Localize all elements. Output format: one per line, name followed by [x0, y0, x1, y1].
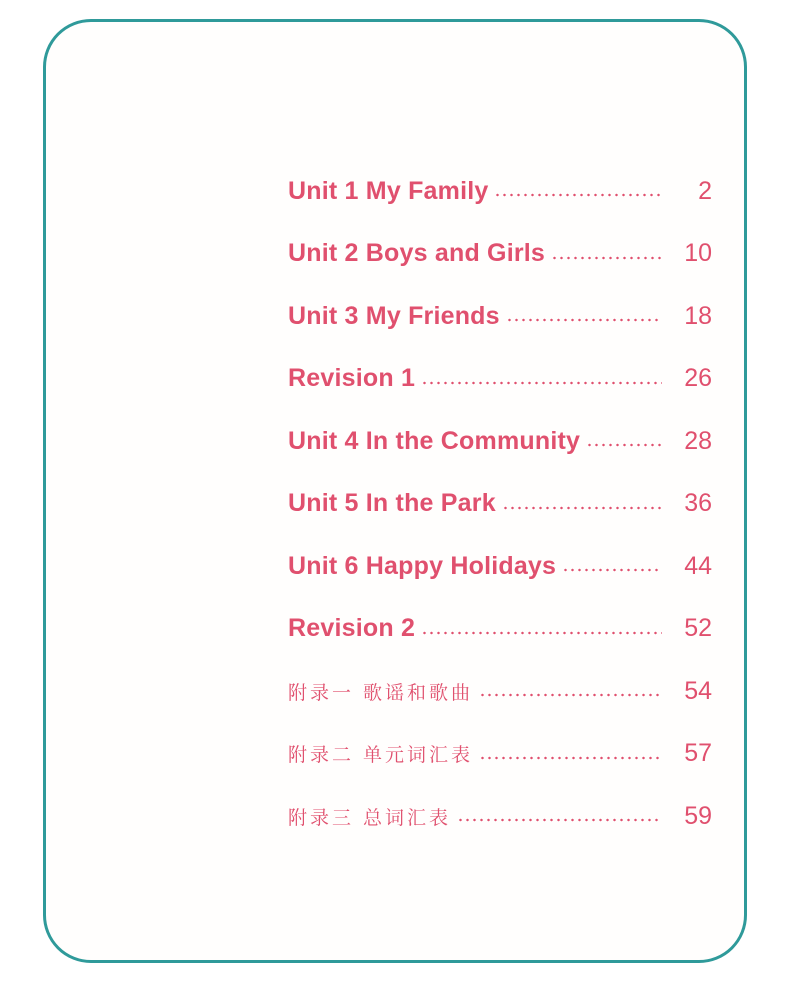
- toc-entry-unit-3[interactable]: [288, 285, 712, 348]
- toc-entry-title: Revision 1: [288, 364, 416, 393]
- toc-entry-title: Unit 6 Happy Holidays: [288, 551, 557, 580]
- toc-entry-page: 28: [684, 426, 712, 455]
- dot-leader: [479, 755, 662, 761]
- toc-entry-page: 18: [684, 301, 712, 330]
- toc-entry-appendix-3[interactable]: [288, 785, 712, 848]
- dot-leader: [479, 692, 662, 698]
- toc-entry-title: 附录二 单元词汇表: [288, 744, 474, 767]
- toc-entry-revision-2[interactable]: [288, 598, 712, 661]
- toc-entry-title: Unit 1 My Family: [288, 176, 489, 205]
- toc-entry-unit-5[interactable]: [288, 473, 712, 536]
- toc-entry-page: 10: [684, 239, 712, 268]
- toc-entry-unit-2[interactable]: [288, 223, 712, 286]
- dot-leader: [562, 567, 662, 573]
- dot-leader: [502, 505, 662, 511]
- toc-entry-title: 附录三 总词汇表: [288, 806, 452, 829]
- toc-entry-unit-4[interactable]: [288, 410, 712, 473]
- toc-entry-title: Unit 5 In the Park: [288, 489, 496, 518]
- toc-entry-title: 附录一 歌谣和歌曲: [288, 681, 474, 704]
- toc-entry-page: 52: [684, 614, 712, 643]
- toc-entry-page: 44: [684, 551, 712, 580]
- toc-entry-page: 26: [684, 364, 712, 393]
- toc-entry-title: Unit 3 My Friends: [288, 301, 500, 330]
- dot-leader: [494, 192, 662, 198]
- toc-entry-unit-1[interactable]: [288, 160, 712, 223]
- dot-leader: [457, 817, 662, 823]
- toc-entry-appendix-2[interactable]: [288, 723, 712, 786]
- toc-entry-unit-6[interactable]: [288, 535, 712, 598]
- toc-entry-revision-1[interactable]: [288, 348, 712, 411]
- toc-entry-page: 36: [684, 489, 712, 518]
- toc-entry-page: 54: [684, 676, 712, 705]
- toc-entry-appendix-1[interactable]: [288, 660, 712, 723]
- dot-leader: [421, 630, 662, 636]
- dot-leader: [421, 380, 662, 386]
- table-of-contents: [288, 160, 712, 848]
- dot-leader: [586, 442, 662, 448]
- toc-entry-page: 59: [684, 801, 712, 830]
- toc-entry-title: Unit 2 Boys and Girls: [288, 239, 546, 268]
- dot-leader: [551, 255, 662, 261]
- toc-entry-page: 57: [684, 739, 712, 768]
- toc-entry-page: 2: [698, 176, 712, 205]
- toc-entry-title: Revision 2: [288, 614, 416, 643]
- dot-leader: [506, 317, 662, 323]
- toc-entry-title: Unit 4 In the Community: [288, 426, 581, 455]
